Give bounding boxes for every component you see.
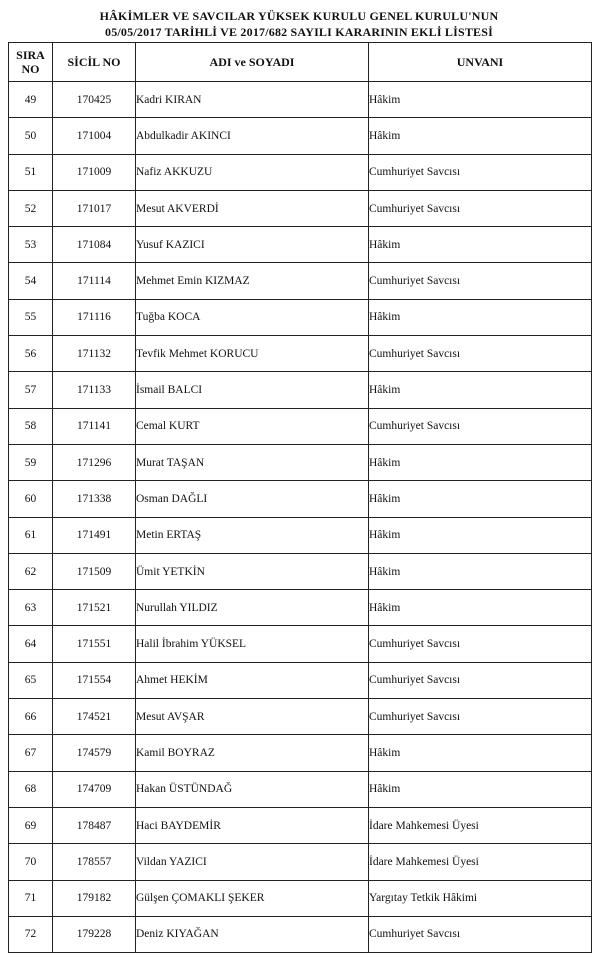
table-row	[9, 263, 592, 299]
sira-no-cell: 66	[9, 699, 53, 735]
sira-no-cell: 64	[9, 626, 53, 662]
title-cell: Cumhuriyet Savcısı	[369, 916, 592, 952]
table-row	[9, 662, 592, 698]
table-row	[9, 190, 592, 226]
title-cell: Cumhuriyet Savcısı	[369, 190, 592, 226]
title-line-2: 05/05/2017 TARİHLİ VE 2017/682 SAYILI KARARININ EKLİ LİSTESİ	[105, 25, 493, 39]
table-row	[9, 372, 592, 408]
sicil-no-cell: 171017	[53, 190, 136, 226]
name-cell: Halil İbrahim YÜKSEL	[136, 626, 369, 662]
sicil-no-cell: 171551	[53, 626, 136, 662]
title-cell: Hâkim	[369, 227, 592, 263]
name-cell: Ümit YETKİN	[136, 553, 369, 589]
sira-no-cell: 65	[9, 662, 53, 698]
table-header-row	[9, 43, 592, 82]
title-cell: Cumhuriyet Savcısı	[369, 408, 592, 444]
title-cell: Hâkim	[369, 299, 592, 335]
name-cell: Vildan YAZICI	[136, 844, 369, 880]
title-cell: Hâkim	[369, 118, 592, 154]
name-cell: Mesut AVŞAR	[136, 699, 369, 735]
title-cell: Hâkim	[369, 771, 592, 807]
document-title	[8, 8, 590, 40]
title-cell: Yargıtay Tetkik Hâkimi	[369, 880, 592, 916]
sicil-no-cell: 174709	[53, 771, 136, 807]
table-row	[9, 735, 592, 771]
name-cell: Haci BAYDEMİR	[136, 807, 369, 843]
name-cell: Osman DAĞLI	[136, 481, 369, 517]
name-cell: Yusuf KAZICI	[136, 227, 369, 263]
sira-no-cell: 70	[9, 844, 53, 880]
title-cell: Cumhuriyet Savcısı	[369, 154, 592, 190]
sira-no-cell: 67	[9, 735, 53, 771]
sira-no-cell: 62	[9, 553, 53, 589]
title-cell: İdare Mahkemesi Üyesi	[369, 844, 592, 880]
title-cell: Hâkim	[369, 444, 592, 480]
table-row	[9, 699, 592, 735]
header-sicil-no: SİCİL NO	[53, 43, 136, 82]
title-cell: Hâkim	[369, 517, 592, 553]
table-row	[9, 880, 592, 916]
table-row	[9, 408, 592, 444]
name-cell: Nurullah YILDIZ	[136, 590, 369, 626]
name-cell: Mesut AKVERDİ	[136, 190, 369, 226]
sicil-no-cell: 171141	[53, 408, 136, 444]
sicil-no-cell: 178487	[53, 807, 136, 843]
sicil-no-cell: 171116	[53, 299, 136, 335]
sicil-no-cell: 178557	[53, 844, 136, 880]
table-row	[9, 336, 592, 372]
name-cell: Gülşen ÇOMAKLI ŞEKER	[136, 880, 369, 916]
title-cell: Hâkim	[369, 82, 592, 118]
sira-no-cell: 54	[9, 263, 53, 299]
title-cell: Cumhuriyet Savcısı	[369, 263, 592, 299]
sicil-no-cell: 179182	[53, 880, 136, 916]
table-row	[9, 844, 592, 880]
title-cell: Hâkim	[369, 553, 592, 589]
sira-no-cell: 59	[9, 444, 53, 480]
name-cell: Hakan ÜSTÜNDAĞ	[136, 771, 369, 807]
name-cell: Murat TAŞAN	[136, 444, 369, 480]
sicil-no-cell: 174521	[53, 699, 136, 735]
name-cell: Mehmet Emin KIZMAZ	[136, 263, 369, 299]
sira-no-cell: 52	[9, 190, 53, 226]
sicil-no-cell: 171133	[53, 372, 136, 408]
table-row	[9, 299, 592, 335]
sira-no-cell: 57	[9, 372, 53, 408]
table-row	[9, 590, 592, 626]
sicil-no-cell: 179228	[53, 916, 136, 952]
sicil-no-cell: 171009	[53, 154, 136, 190]
name-cell: Cemal KURT	[136, 408, 369, 444]
name-cell: Kadri KIRAN	[136, 82, 369, 118]
personnel-table	[8, 42, 592, 953]
name-cell: İsmail BALCI	[136, 372, 369, 408]
sicil-no-cell: 171132	[53, 336, 136, 372]
name-cell: Kamil BOYRAZ	[136, 735, 369, 771]
title-cell: Hâkim	[369, 372, 592, 408]
sira-no-cell: 56	[9, 336, 53, 372]
sira-no-cell: 61	[9, 517, 53, 553]
table-row	[9, 553, 592, 589]
sicil-no-cell: 171084	[53, 227, 136, 263]
header-name: ADI ve SOYADI	[136, 43, 369, 82]
title-cell: Cumhuriyet Savcısı	[369, 336, 592, 372]
name-cell: Tuğba KOCA	[136, 299, 369, 335]
title-cell: İdare Mahkemesi Üyesi	[369, 807, 592, 843]
sicil-no-cell: 171004	[53, 118, 136, 154]
sicil-no-cell: 171114	[53, 263, 136, 299]
header-sira-no: SIRA NO	[9, 43, 53, 82]
sicil-no-cell: 174579	[53, 735, 136, 771]
title-cell: Hâkim	[369, 735, 592, 771]
sira-no-cell: 69	[9, 807, 53, 843]
sicil-no-cell: 171491	[53, 517, 136, 553]
title-cell: Cumhuriyet Savcısı	[369, 626, 592, 662]
sira-no-cell: 72	[9, 916, 53, 952]
name-cell: Metin ERTAŞ	[136, 517, 369, 553]
sicil-no-cell: 171554	[53, 662, 136, 698]
sira-no-cell: 55	[9, 299, 53, 335]
sira-no-cell: 63	[9, 590, 53, 626]
sicil-no-cell: 170425	[53, 82, 136, 118]
table-row	[9, 481, 592, 517]
name-cell: Deniz KIYAĞAN	[136, 916, 369, 952]
table-row	[9, 517, 592, 553]
name-cell: Abdulkadir AKINCI	[136, 118, 369, 154]
sira-no-cell: 49	[9, 82, 53, 118]
table-row	[9, 807, 592, 843]
table-row	[9, 771, 592, 807]
sira-no-cell: 60	[9, 481, 53, 517]
table-row	[9, 154, 592, 190]
title-cell: Cumhuriyet Savcısı	[369, 662, 592, 698]
name-cell: Nafiz AKKUZU	[136, 154, 369, 190]
header-title: UNVANI	[369, 43, 592, 82]
sicil-no-cell: 171296	[53, 444, 136, 480]
sicil-no-cell: 171338	[53, 481, 136, 517]
name-cell: Tevfik Mehmet KORUCU	[136, 336, 369, 372]
table-row	[9, 916, 592, 952]
sicil-no-cell: 171521	[53, 590, 136, 626]
sira-no-cell: 53	[9, 227, 53, 263]
title-line-1: HÂKİMLER VE SAVCILAR YÜKSEK KURULU GENEL KURULU'NUN	[99, 9, 499, 23]
sira-no-cell: 71	[9, 880, 53, 916]
name-cell: Ahmet HEKİM	[136, 662, 369, 698]
table-row	[9, 227, 592, 263]
title-cell: Cumhuriyet Savcısı	[369, 699, 592, 735]
table-row	[9, 626, 592, 662]
table-row	[9, 118, 592, 154]
title-cell: Hâkim	[369, 481, 592, 517]
table-row	[9, 82, 592, 118]
sira-no-cell: 50	[9, 118, 53, 154]
sira-no-cell: 51	[9, 154, 53, 190]
table-row	[9, 444, 592, 480]
sira-no-cell: 58	[9, 408, 53, 444]
sira-no-cell: 68	[9, 771, 53, 807]
sicil-no-cell: 171509	[53, 553, 136, 589]
title-cell: Hâkim	[369, 590, 592, 626]
